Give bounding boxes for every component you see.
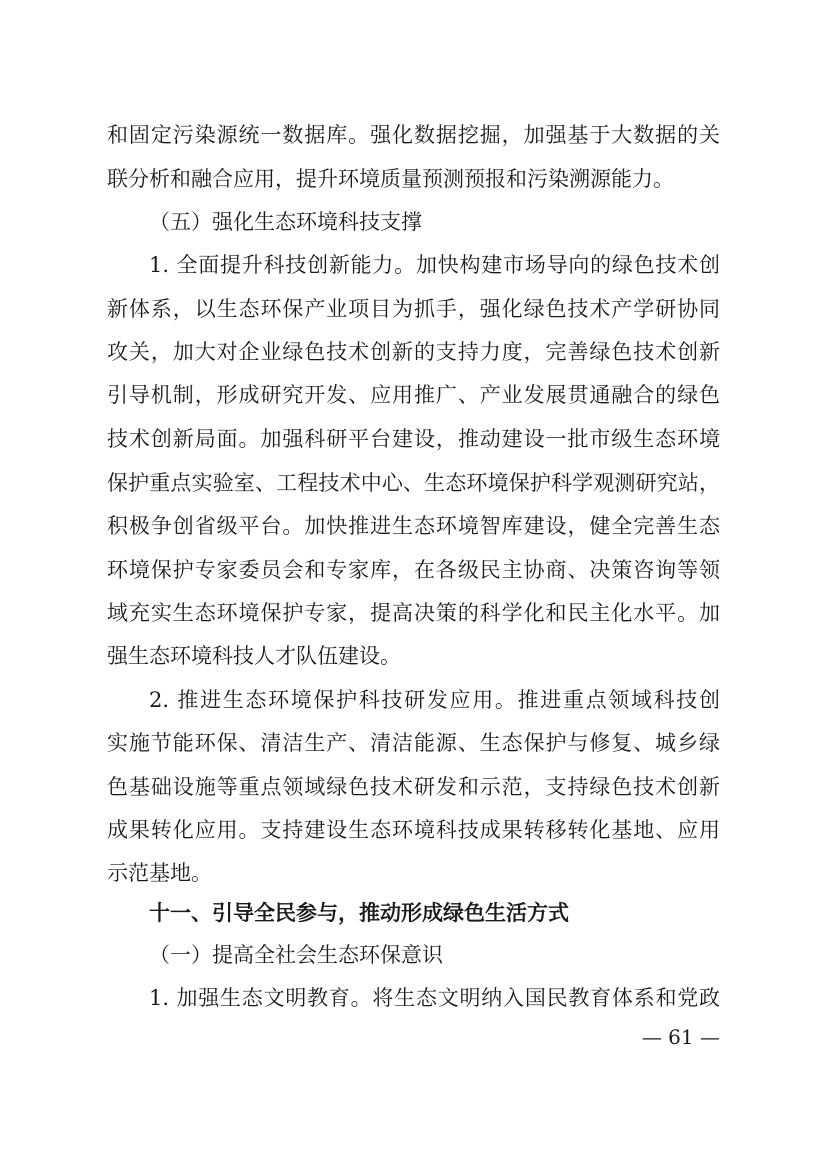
body-text-line: 1. 全面提升科技创新能力。加快构建市场导向的绿色技术创 [149, 253, 720, 277]
body-text-line: 域充实生态环境保护专家，提高决策的科学化和民主化水平。加 [107, 601, 720, 625]
body-text-line: 和固定污染源统一数据库。强化数据挖掘，加强基于大数据的关 [107, 123, 720, 147]
section-heading: （五）强化生态环境科技支撑 [149, 210, 422, 234]
body-text-line: 技术创新局面。加强科研平台建设，推动建设一批市级生态环境 [107, 427, 720, 451]
body-text-line: 成果转化应用。支持建设生态环境科技成果转移转化基地、应用 [107, 818, 720, 842]
body-text-line: 色基础设施等重点领域绿色技术研发和示范，支持绿色技术创新 [107, 775, 720, 799]
body-text-line: 新体系，以生态环保产业项目为抓手，强化绿色技术产学研协同 [107, 297, 720, 321]
body-text-line: 2. 推进生态环境保护科技研发应用。推进重点领域科技创 [149, 688, 720, 712]
page-number: — 61 — [641, 1025, 720, 1049]
body-text-line: 保护重点实验室、工程技术中心、生态环境保护科学观测研究站， [107, 471, 720, 495]
body-text-line: 1. 加强生态文明教育。将生态文明纳入国民教育体系和党政 [149, 986, 720, 1010]
section-heading: （一）提高全社会生态环保意识 [149, 943, 443, 967]
body-text-line: 实施节能环保、清洁生产、清洁能源、生态保护与修复、城乡绿 [107, 731, 720, 755]
body-text-line: 积极争创省级平台。加快推进生态环境智库建设，健全完善生态 [107, 514, 720, 538]
body-text-line: 环境保护专家委员会和专家库，在各级民主协商、决策咨询等领 [107, 558, 720, 582]
chapter-heading: 十一、引导全民参与，推动形成绿色生活方式 [149, 901, 569, 925]
body-text-line: 强生态环境科技人才队伍建设。 [107, 644, 401, 668]
body-text-line: 引导机制，形成研究开发、应用推广、产业发展贯通融合的绿色 [107, 383, 720, 407]
body-text-line: 攻关，加大对企业绿色技术创新的支持力度，完善绿色技术创新 [107, 340, 720, 364]
body-text-line: 示范基地。 [107, 861, 212, 885]
body-text-line: 联分析和融合应用，提升环境质量预测预报和污染溯源能力。 [107, 167, 674, 191]
